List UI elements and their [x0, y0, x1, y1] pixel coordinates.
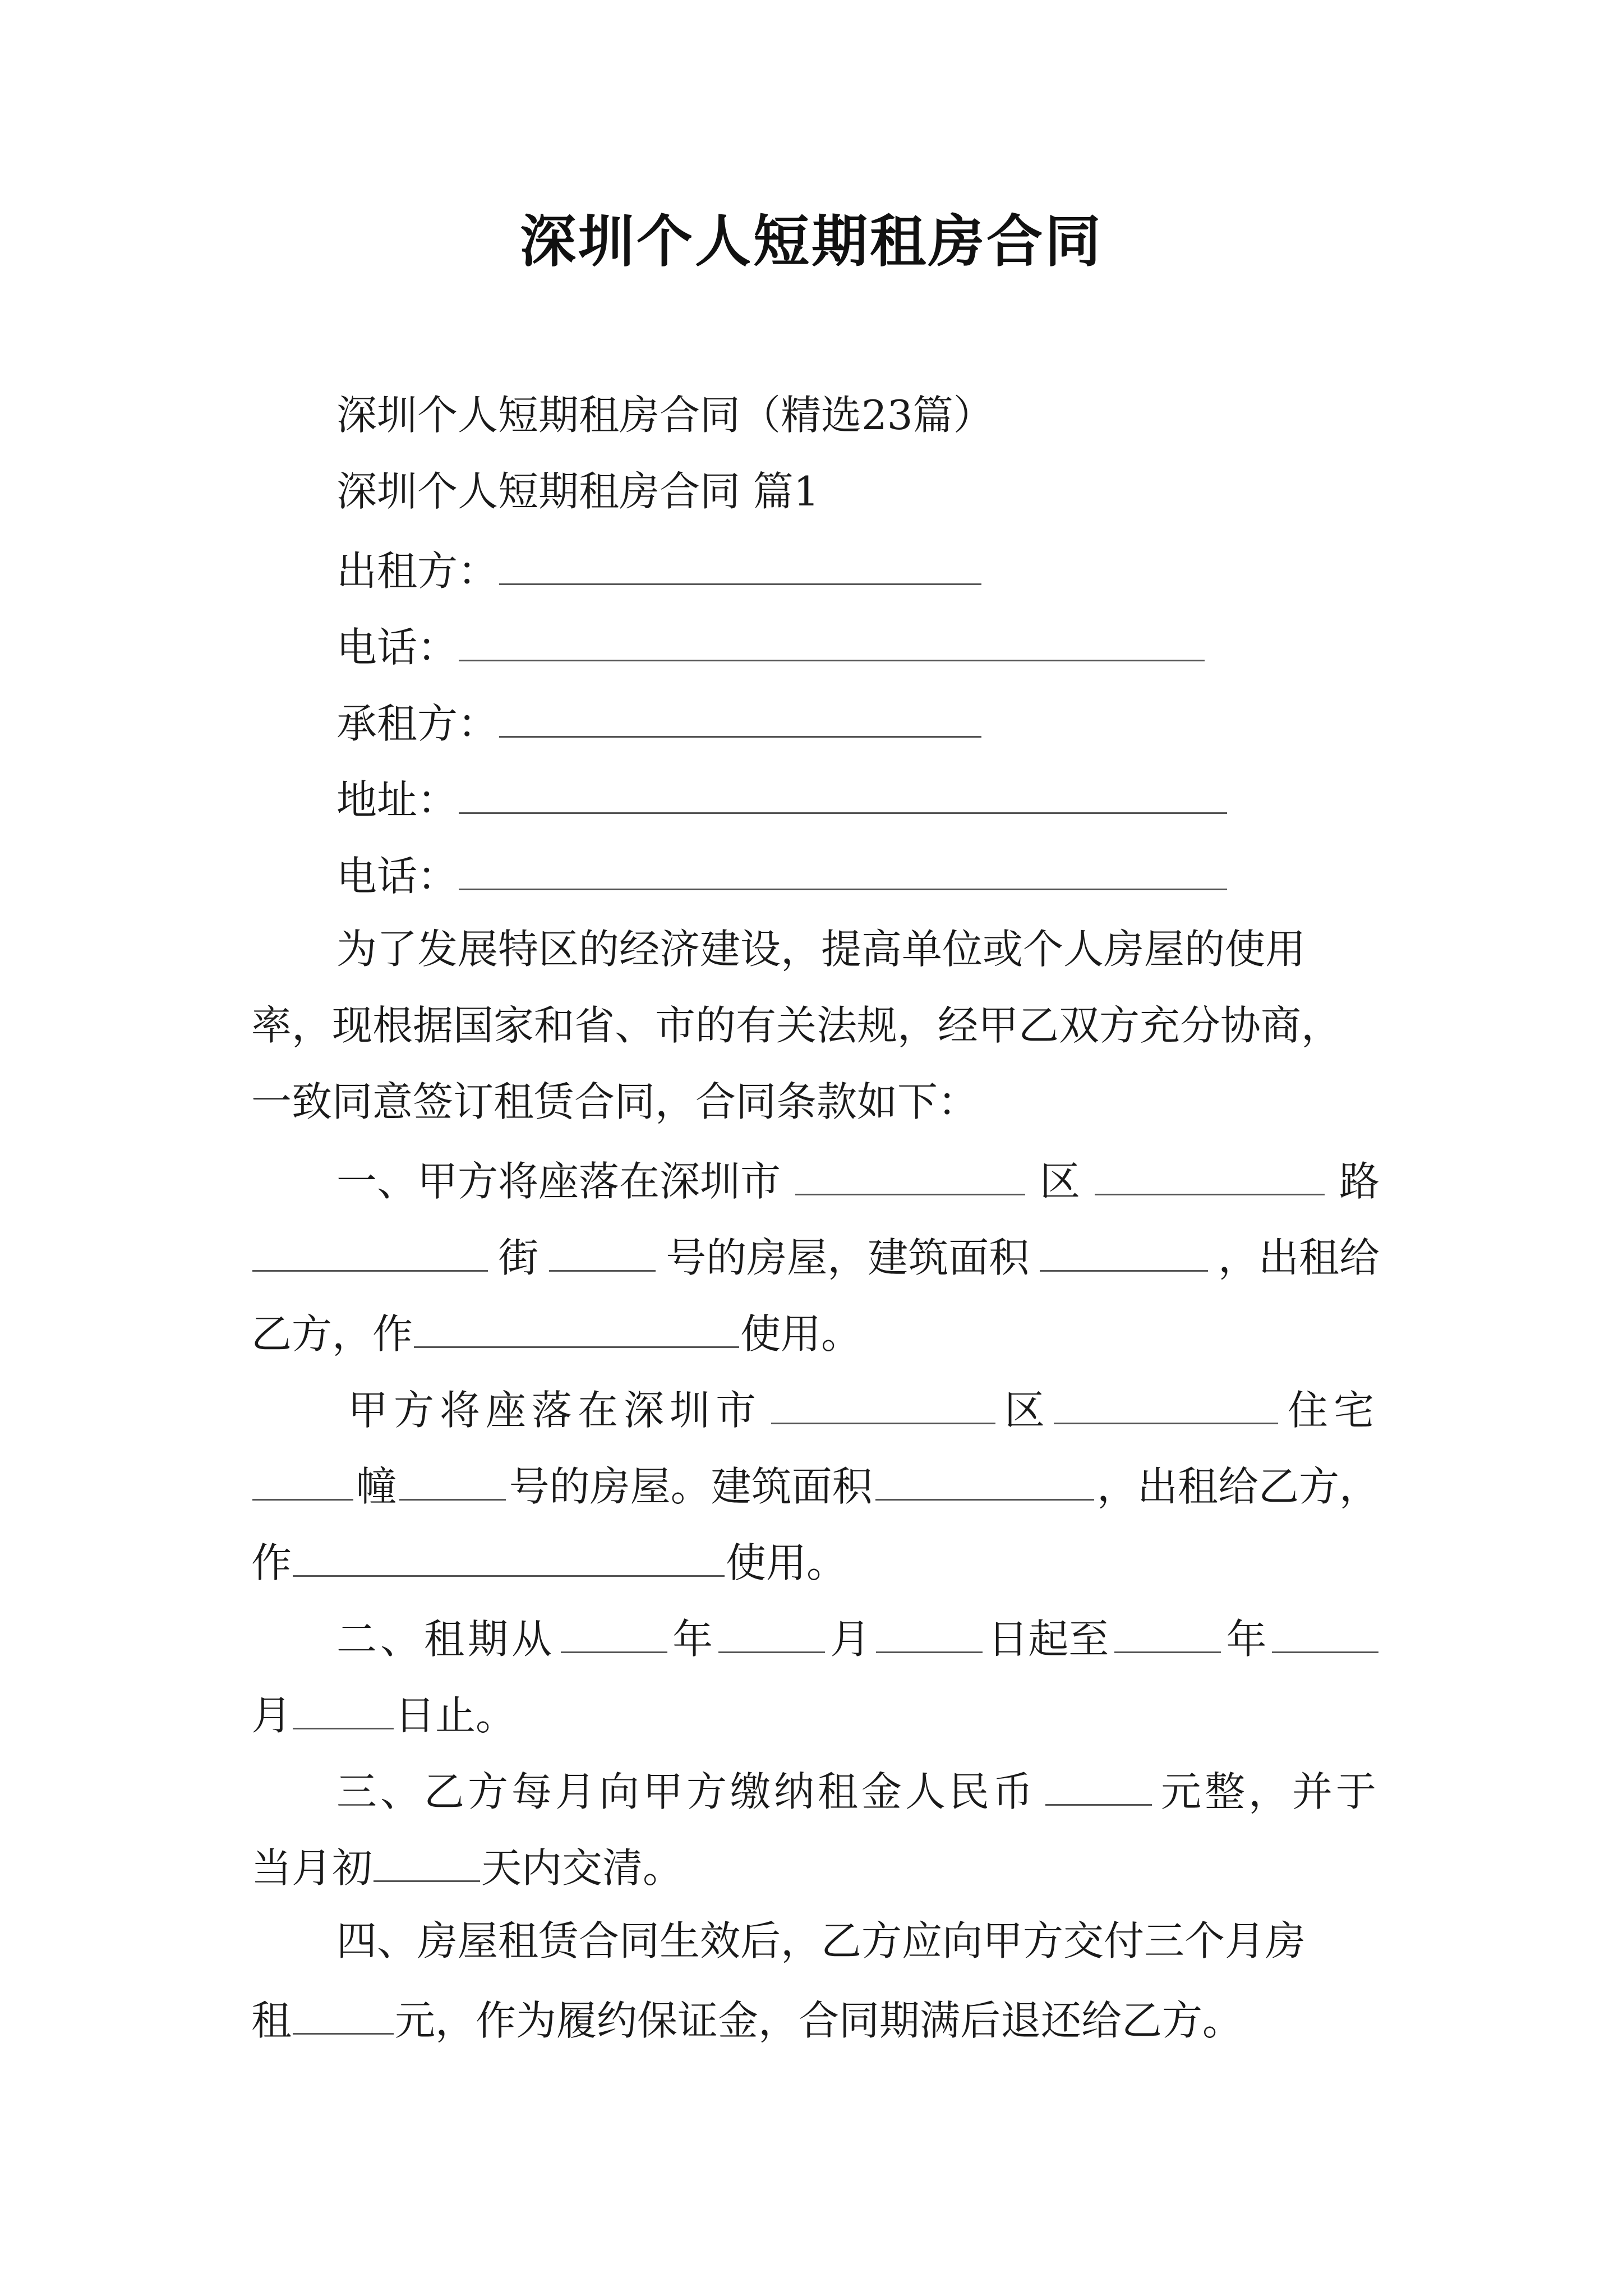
clause3-text-d: 天内交清。	[481, 1844, 684, 1892]
lessor-blank	[499, 540, 981, 585]
clause1-city-blank	[795, 1150, 1025, 1195]
clause1b-text-e: 号的房屋。建筑面积	[509, 1463, 873, 1510]
intro-text-1: 为了发展特区的经济建设，提高单位或个人房屋的使用	[336, 926, 1306, 973]
phone-label-1: 电话：	[336, 624, 458, 671]
phone-field-2	[336, 845, 1228, 901]
clause1-street-blank	[549, 1226, 656, 1272]
clause4-text-a: 四、房屋租赁合同生效后，乙方应向甲方交付三个月房	[336, 1917, 1306, 1964]
clause4-line-2	[251, 1989, 1243, 2045]
clause1b-text-g: 作	[251, 1539, 292, 1586]
clause1b-line-2	[251, 1455, 1380, 1511]
clause3-text-b: 元整，并于	[1160, 1768, 1380, 1815]
clause2-start-month-blank	[718, 1608, 825, 1653]
document-subtitle: 深圳个人短期租房合同（精选23篇）	[336, 392, 994, 439]
clause1-text-b: 区	[1039, 1158, 1080, 1205]
clause2-text-b: 年	[672, 1616, 713, 1663]
phone-blank-1	[459, 616, 1205, 661]
intro-line-3: 一致同意签订租赁合同，合同条款如下：	[251, 1078, 979, 1125]
lessor-field	[336, 540, 983, 596]
phone-blank-2	[459, 845, 1227, 890]
lessee-blank	[499, 692, 981, 738]
clause1-line-2	[251, 1226, 1380, 1282]
clause1-text-f: ，出租给	[1218, 1234, 1380, 1281]
clause2-text-g: 日止。	[395, 1692, 517, 1739]
document-title: 深圳个人短期租房合同	[520, 208, 1103, 274]
clause3-line-2	[251, 1837, 683, 1893]
clause1-district-blank	[1095, 1150, 1325, 1195]
lessee-label: 承租方：	[336, 700, 499, 747]
clause1-road-blank	[252, 1226, 488, 1272]
clause3-rent-blank	[1045, 1760, 1152, 1806]
clause1b-area-blank	[875, 1455, 1094, 1501]
clause2-text-f: 月	[251, 1692, 292, 1739]
address-field	[336, 769, 1228, 825]
clause1b-text-b: 区	[1004, 1387, 1045, 1434]
clause2-start-day-blank	[876, 1608, 983, 1653]
clause2-end-month-blank	[1272, 1608, 1378, 1653]
clause1b-residence-blank	[252, 1455, 353, 1501]
clause1b-building-blank	[399, 1455, 506, 1501]
address-blank	[459, 769, 1227, 814]
clause1b-line-3	[251, 1531, 847, 1588]
clause1-text-h: 使用。	[740, 1310, 862, 1358]
clause1b-text-a: 甲方将座落在深圳市	[348, 1387, 762, 1434]
clause1-use-blank	[414, 1303, 739, 1348]
clause2-text-d: 日起至	[988, 1616, 1109, 1663]
clause1b-city-blank	[771, 1379, 995, 1424]
intro-line-1	[336, 921, 1380, 977]
clause1b-use-blank	[293, 1531, 725, 1577]
clause1-text-a: 一、甲方将座落在深圳市	[336, 1158, 781, 1205]
clause1b-text-f: ，出租给乙方，	[1096, 1463, 1380, 1510]
section-heading: 深圳个人短期租房合同 篇1	[336, 468, 819, 515]
clause1-text-c: 路	[1339, 1158, 1380, 1205]
clause1-text-e: 号的房屋，建筑面积	[666, 1234, 1030, 1281]
clause1b-text-d: 幢	[356, 1463, 397, 1510]
clause3-text-c: 当月初	[251, 1844, 373, 1892]
intro-line-2	[251, 997, 1380, 1053]
clause2-text-c: 月	[830, 1616, 871, 1663]
clause1b-line-1	[348, 1379, 1380, 1435]
clause2-line-2	[251, 1684, 516, 1740]
clause2-line-1	[336, 1608, 1380, 1664]
address-label: 地址：	[336, 776, 458, 823]
clause4-text-c: 元，作为履约保证金，合同期满后退还给乙方。	[395, 1997, 1243, 2044]
lessor-label: 出租方：	[336, 547, 499, 595]
clause1-text-g: 乙方，作	[251, 1310, 413, 1358]
clause1b-district-blank	[1054, 1379, 1278, 1424]
intro-text-2: 率，现根据国家和省、市的有关法规，经甲乙双方充分协商，	[251, 1002, 1342, 1049]
phone-label-2: 电话：	[336, 853, 458, 900]
clause4-text-b: 租	[251, 1997, 292, 2044]
clause3-line-1	[336, 1760, 1380, 1816]
clause3-text-a: 三、乙方每月向甲方缴纳租金人民币	[336, 1768, 1037, 1815]
phone-field-1	[336, 616, 1206, 672]
clause2-text-a: 二、租期从	[336, 1616, 556, 1663]
lessee-field	[336, 692, 983, 748]
clause1b-text-c: 住宅	[1287, 1387, 1380, 1434]
clause1-line-1	[336, 1150, 1380, 1206]
clause2-end-year-blank	[1114, 1608, 1221, 1653]
clause2-text-e: 年	[1226, 1616, 1267, 1663]
clause1b-text-h: 使用。	[726, 1539, 847, 1586]
clause1-area-blank	[1040, 1226, 1208, 1272]
clause1-text-d: 街	[498, 1234, 539, 1281]
clause1-line-3	[251, 1303, 861, 1359]
clause2-end-day-blank	[293, 1684, 394, 1729]
clause4-line-1	[336, 1913, 1380, 1969]
clause2-start-year-blank	[561, 1608, 667, 1653]
clause4-deposit-blank	[293, 1989, 394, 2035]
clause3-days-blank	[374, 1837, 480, 1882]
